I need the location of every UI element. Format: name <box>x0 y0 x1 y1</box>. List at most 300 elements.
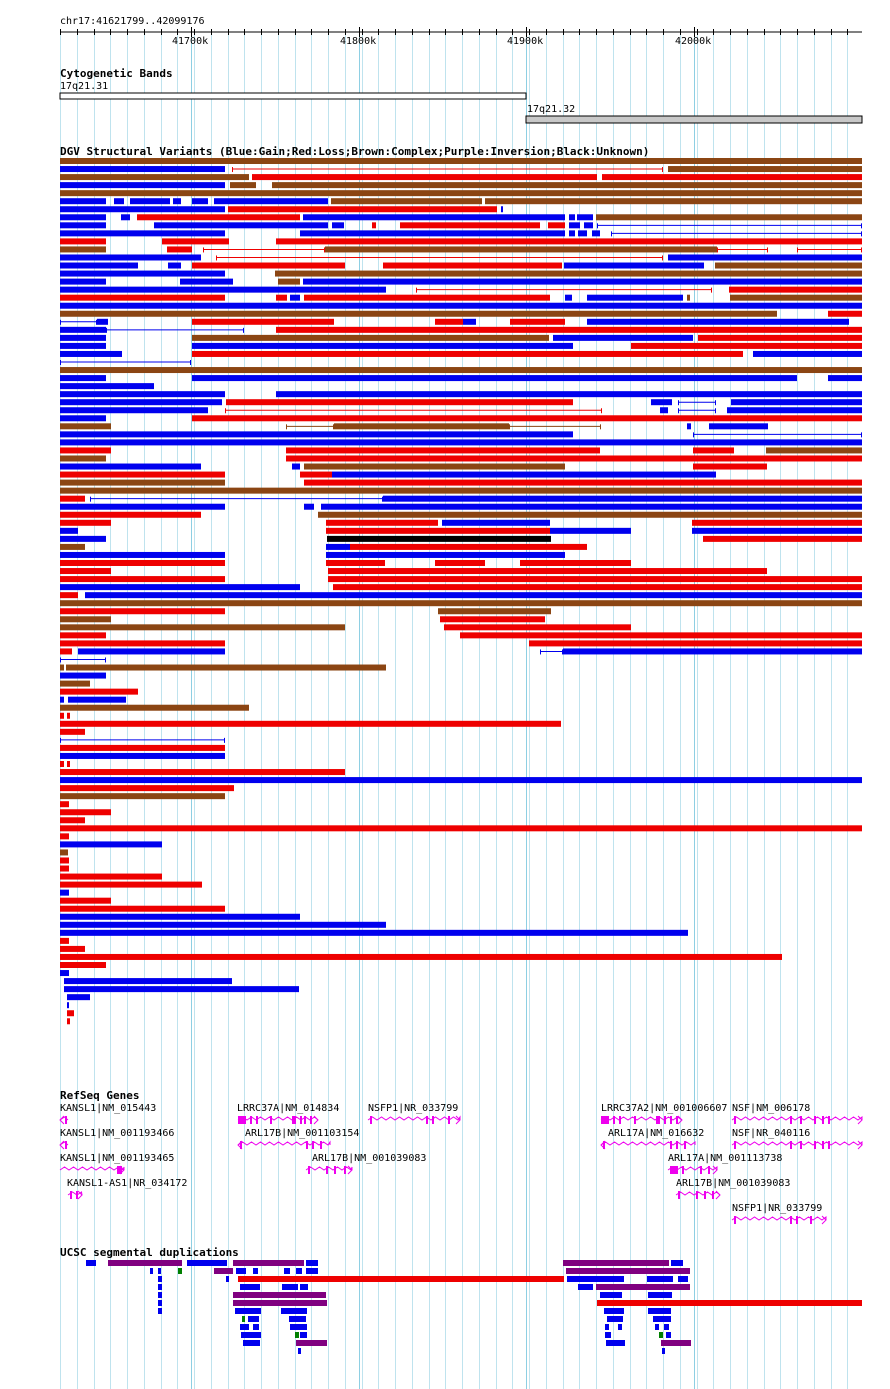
segdup-feature[interactable] <box>647 1276 673 1282</box>
sv-feature[interactable] <box>67 713 70 719</box>
sv-feature[interactable] <box>60 946 85 952</box>
sv-feature[interactable] <box>709 423 768 429</box>
sv-feature[interactable] <box>333 584 862 590</box>
sv-feature[interactable] <box>60 584 300 590</box>
sv-feature[interactable] <box>828 375 862 381</box>
segdup-feature[interactable] <box>178 1268 182 1274</box>
sv-feature[interactable] <box>60 544 85 550</box>
gene-model[interactable] <box>732 1216 826 1224</box>
sv-feature[interactable] <box>60 681 90 687</box>
sv-feature[interactable] <box>275 271 862 277</box>
sv-feature[interactable] <box>327 536 551 542</box>
sv-feature[interactable] <box>304 480 862 486</box>
sv-feature[interactable] <box>332 472 716 478</box>
sv-feature[interactable] <box>60 922 386 928</box>
segdup-feature[interactable] <box>108 1260 182 1266</box>
sv-feature[interactable] <box>766 447 862 453</box>
sv-feature[interactable] <box>214 198 328 204</box>
sv-feature[interactable] <box>60 488 862 494</box>
sv-feature[interactable] <box>192 343 573 349</box>
sv-feature[interactable] <box>60 608 225 614</box>
sv-feature[interactable] <box>192 198 208 204</box>
gene-model[interactable] <box>676 1191 720 1199</box>
sv-feature[interactable] <box>60 753 225 759</box>
sv-feature[interactable] <box>67 761 70 767</box>
sv-feature[interactable] <box>60 665 64 671</box>
segdup-feature[interactable] <box>158 1292 162 1298</box>
segdup-feature[interactable] <box>238 1276 564 1282</box>
sv-feature[interactable] <box>60 954 782 960</box>
segdup-feature[interactable] <box>648 1308 671 1314</box>
sv-feature[interactable] <box>602 174 862 180</box>
sv-feature[interactable] <box>67 1002 69 1008</box>
sv-feature[interactable] <box>548 222 565 228</box>
segdup-feature[interactable] <box>248 1316 259 1322</box>
sv-feature[interactable] <box>693 447 734 453</box>
segdup-feature[interactable] <box>607 1316 623 1322</box>
sv-feature[interactable] <box>520 560 631 566</box>
sv-feature[interactable] <box>693 464 767 470</box>
sv-feature[interactable] <box>331 198 482 204</box>
sv-feature[interactable] <box>485 198 862 204</box>
sv-feature[interactable] <box>692 520 862 526</box>
sv-feature[interactable] <box>78 648 225 654</box>
sv-feature[interactable] <box>569 230 575 236</box>
segdup-feature[interactable] <box>605 1324 609 1330</box>
gene-model[interactable] <box>60 1141 68 1149</box>
sv-feature[interactable] <box>303 214 565 220</box>
sv-feature[interactable] <box>85 592 862 598</box>
sv-feature[interactable] <box>321 504 862 510</box>
sv-feature[interactable] <box>60 705 249 711</box>
sv-feature[interactable] <box>114 198 124 204</box>
sv-feature[interactable] <box>60 568 111 574</box>
sv-feature[interactable] <box>60 809 111 815</box>
sv-feature[interactable] <box>60 970 69 976</box>
segdup-feature[interactable] <box>648 1292 672 1298</box>
sv-feature[interactable] <box>300 472 332 478</box>
segdup-feature[interactable] <box>158 1308 162 1314</box>
sv-feature[interactable] <box>286 455 862 461</box>
gene-model[interactable] <box>60 1116 68 1124</box>
sv-feature[interactable] <box>276 327 862 333</box>
segdup-feature[interactable] <box>233 1260 304 1266</box>
segdup-feature[interactable] <box>567 1276 624 1282</box>
sv-feature[interactable] <box>587 319 849 325</box>
segdup-feature[interactable] <box>240 1324 249 1330</box>
sv-feature[interactable] <box>67 1010 74 1016</box>
sv-feature[interactable] <box>325 246 717 252</box>
sv-feature[interactable] <box>60 246 106 252</box>
sv-feature[interactable] <box>372 222 376 228</box>
sv-feature[interactable] <box>173 198 181 204</box>
segdup-feature[interactable] <box>678 1276 688 1282</box>
sv-feature[interactable] <box>460 632 862 638</box>
sv-feature[interactable] <box>97 319 108 325</box>
sv-feature[interactable] <box>400 222 540 228</box>
segdup-feature[interactable] <box>306 1268 318 1274</box>
segdup-feature[interactable] <box>653 1316 671 1322</box>
segdup-feature[interactable] <box>655 1324 659 1330</box>
sv-feature[interactable] <box>60 817 85 823</box>
segdup-feature[interactable] <box>226 1276 229 1282</box>
sv-feature[interactable] <box>60 536 106 542</box>
segdup-feature[interactable] <box>242 1316 245 1322</box>
sv-feature[interactable] <box>60 238 106 244</box>
sv-feature[interactable] <box>328 576 862 582</box>
sv-feature[interactable] <box>326 552 565 558</box>
sv-feature[interactable] <box>703 536 862 542</box>
segdup-feature[interactable] <box>661 1340 691 1346</box>
gene-model[interactable] <box>668 1166 717 1174</box>
sv-feature[interactable] <box>60 632 106 638</box>
sv-feature[interactable] <box>553 335 693 341</box>
sv-feature[interactable] <box>60 785 234 791</box>
sv-feature[interactable] <box>631 343 862 349</box>
sv-feature[interactable] <box>440 616 545 622</box>
sv-feature[interactable] <box>550 528 631 534</box>
sv-feature[interactable] <box>66 665 386 671</box>
sv-feature[interactable] <box>60 777 862 783</box>
sv-feature[interactable] <box>60 898 111 904</box>
sv-feature[interactable] <box>731 399 862 405</box>
sv-feature[interactable] <box>318 512 862 518</box>
sv-feature[interactable] <box>276 238 862 244</box>
sv-feature[interactable] <box>60 689 138 695</box>
gene-model[interactable] <box>68 1191 82 1199</box>
segdup-feature[interactable] <box>605 1332 611 1338</box>
sv-feature[interactable] <box>60 327 106 333</box>
sv-feature[interactable] <box>60 616 111 622</box>
sv-feature[interactable] <box>727 407 862 413</box>
sv-feature[interactable] <box>60 335 106 341</box>
sv-feature[interactable] <box>300 230 565 236</box>
sv-feature[interactable] <box>463 319 476 325</box>
segdup-feature[interactable] <box>253 1324 259 1330</box>
sv-feature[interactable] <box>60 504 225 510</box>
segdup-feature[interactable] <box>233 1292 326 1298</box>
sv-feature[interactable] <box>272 182 862 188</box>
segdup-feature[interactable] <box>236 1268 246 1274</box>
segdup-feature[interactable] <box>281 1308 307 1314</box>
segdup-feature[interactable] <box>306 1260 318 1266</box>
sv-feature[interactable] <box>383 263 562 269</box>
sv-feature[interactable] <box>60 391 225 397</box>
sv-feature[interactable] <box>60 882 202 888</box>
sv-feature[interactable] <box>137 214 300 220</box>
sv-feature[interactable] <box>577 214 593 220</box>
sv-feature[interactable] <box>64 986 299 992</box>
sv-feature[interactable] <box>67 994 90 1000</box>
sv-feature[interactable] <box>121 214 130 220</box>
sv-feature[interactable] <box>592 230 600 236</box>
sv-feature[interactable] <box>564 263 704 269</box>
sv-feature[interactable] <box>60 841 162 847</box>
sv-feature[interactable] <box>730 295 862 301</box>
sv-feature[interactable] <box>192 263 345 269</box>
sv-feature[interactable] <box>60 833 69 839</box>
sv-feature[interactable] <box>438 608 551 614</box>
sv-feature[interactable] <box>60 343 106 349</box>
sv-feature[interactable] <box>60 673 106 679</box>
segdup-feature[interactable] <box>606 1340 625 1346</box>
sv-feature[interactable] <box>60 174 249 180</box>
sv-feature[interactable] <box>60 190 862 196</box>
segdup-feature[interactable] <box>158 1276 162 1282</box>
sv-feature[interactable] <box>60 745 225 751</box>
sv-feature[interactable] <box>192 375 797 381</box>
segdup-feature[interactable] <box>253 1268 258 1274</box>
sv-feature[interactable] <box>60 592 78 598</box>
sv-feature[interactable] <box>828 311 862 317</box>
band-17q21-31[interactable] <box>60 93 526 99</box>
sv-feature[interactable] <box>60 303 862 309</box>
sv-feature[interactable] <box>753 351 862 357</box>
sv-feature[interactable] <box>442 520 550 526</box>
sv-feature[interactable] <box>228 206 497 212</box>
gene-model[interactable] <box>601 1116 682 1124</box>
sv-feature[interactable] <box>60 222 106 228</box>
sv-feature[interactable] <box>569 222 580 228</box>
sv-feature[interactable] <box>60 938 69 944</box>
sv-feature[interactable] <box>60 576 225 582</box>
sv-feature[interactable] <box>60 906 225 912</box>
segdup-feature[interactable] <box>243 1340 260 1346</box>
sv-feature[interactable] <box>304 464 565 470</box>
sv-feature[interactable] <box>569 214 575 220</box>
gene-model[interactable] <box>238 1141 330 1149</box>
sv-feature[interactable] <box>60 367 862 373</box>
sv-feature[interactable] <box>67 1018 70 1024</box>
sv-feature[interactable] <box>168 263 181 269</box>
sv-feature[interactable] <box>192 335 549 341</box>
sv-feature[interactable] <box>60 295 225 301</box>
sv-feature[interactable] <box>192 319 334 325</box>
segdup-feature[interactable] <box>289 1316 306 1322</box>
sv-feature[interactable] <box>60 271 225 277</box>
sv-feature[interactable] <box>328 568 767 574</box>
segdup-feature[interactable] <box>284 1268 290 1274</box>
sv-feature[interactable] <box>60 552 225 558</box>
segdup-feature[interactable] <box>187 1260 227 1266</box>
sv-feature[interactable] <box>60 431 573 437</box>
segdup-feature[interactable] <box>566 1268 690 1274</box>
sv-feature[interactable] <box>510 319 565 325</box>
sv-feature[interactable] <box>60 761 64 767</box>
segdup-feature[interactable] <box>563 1260 669 1266</box>
segdup-feature[interactable] <box>600 1292 622 1298</box>
sv-feature[interactable] <box>668 166 862 172</box>
sv-feature[interactable] <box>60 375 106 381</box>
segdup-feature[interactable] <box>662 1348 665 1354</box>
sv-feature[interactable] <box>326 520 438 526</box>
sv-feature[interactable] <box>444 624 631 630</box>
sv-feature[interactable] <box>60 198 106 204</box>
segdup-feature[interactable] <box>604 1308 624 1314</box>
segdup-feature[interactable] <box>596 1284 690 1290</box>
segdup-feature[interactable] <box>664 1324 669 1330</box>
sv-feature[interactable] <box>60 279 106 285</box>
sv-feature[interactable] <box>60 769 345 775</box>
sv-feature[interactable] <box>350 544 587 550</box>
sv-feature[interactable] <box>334 423 509 429</box>
sv-feature[interactable] <box>60 383 106 389</box>
sv-feature[interactable] <box>715 263 862 269</box>
sv-feature[interactable] <box>60 263 138 269</box>
segdup-feature[interactable] <box>597 1300 862 1306</box>
segdup-feature[interactable] <box>214 1268 233 1274</box>
sv-feature[interactable] <box>60 697 64 703</box>
sv-feature[interactable] <box>192 415 862 421</box>
sv-feature[interactable] <box>60 254 201 260</box>
sv-feature[interactable] <box>60 407 208 413</box>
sv-feature[interactable] <box>304 504 314 510</box>
sv-feature[interactable] <box>60 793 225 799</box>
sv-feature[interactable] <box>130 198 170 204</box>
segdup-feature[interactable] <box>298 1348 301 1354</box>
sv-feature[interactable] <box>729 287 862 293</box>
sv-feature[interactable] <box>60 415 106 421</box>
sv-feature[interactable] <box>60 600 862 606</box>
gene-model[interactable] <box>368 1116 460 1124</box>
sv-feature[interactable] <box>60 914 300 920</box>
sv-feature[interactable] <box>596 214 862 220</box>
sv-feature[interactable] <box>692 528 862 534</box>
sv-feature[interactable] <box>383 496 862 502</box>
sv-feature[interactable] <box>60 857 69 863</box>
sv-feature[interactable] <box>565 295 572 301</box>
sv-feature[interactable] <box>60 423 111 429</box>
sv-feature[interactable] <box>60 930 688 936</box>
sv-feature[interactable] <box>180 279 233 285</box>
sv-feature[interactable] <box>60 166 225 172</box>
sv-feature[interactable] <box>332 222 344 228</box>
segdup-feature[interactable] <box>300 1332 307 1338</box>
sv-feature[interactable] <box>60 721 561 727</box>
segdup-feature[interactable] <box>296 1268 302 1274</box>
segdup-feature[interactable] <box>300 1284 308 1290</box>
sv-feature[interactable] <box>326 560 385 566</box>
sv-feature[interactable] <box>64 978 232 984</box>
sv-feature[interactable] <box>60 890 69 896</box>
segdup-feature[interactable] <box>158 1284 162 1290</box>
sv-feature[interactable] <box>698 335 862 341</box>
band-17q21-32[interactable] <box>526 116 862 123</box>
segdup-feature[interactable] <box>150 1268 153 1274</box>
segdup-feature[interactable] <box>296 1340 327 1346</box>
sv-feature[interactable] <box>60 311 777 317</box>
sv-feature[interactable] <box>435 319 463 325</box>
sv-feature[interactable] <box>326 528 550 534</box>
segdup-feature[interactable] <box>282 1284 298 1290</box>
sv-feature[interactable] <box>529 640 862 646</box>
sv-feature[interactable] <box>60 439 862 445</box>
sv-feature[interactable] <box>578 230 587 236</box>
segdup-feature[interactable] <box>666 1332 671 1338</box>
sv-feature[interactable] <box>60 496 85 502</box>
sv-feature[interactable] <box>154 222 328 228</box>
segdup-feature[interactable] <box>295 1332 299 1338</box>
sv-feature[interactable] <box>60 648 72 654</box>
sv-feature[interactable] <box>587 295 683 301</box>
sv-feature[interactable] <box>60 825 862 831</box>
sv-feature[interactable] <box>687 423 691 429</box>
sv-feature[interactable] <box>60 801 69 807</box>
sv-feature[interactable] <box>303 279 862 285</box>
sv-feature[interactable] <box>106 383 154 389</box>
sv-feature[interactable] <box>276 391 862 397</box>
sv-feature[interactable] <box>60 230 225 236</box>
sv-feature[interactable] <box>162 238 229 244</box>
sv-feature[interactable] <box>326 544 350 550</box>
sv-feature[interactable] <box>660 407 668 413</box>
segdup-feature[interactable] <box>578 1284 593 1290</box>
sv-feature[interactable] <box>668 254 862 260</box>
sv-feature[interactable] <box>60 455 106 461</box>
segdup-feature[interactable] <box>659 1332 663 1338</box>
sv-feature[interactable] <box>60 849 68 855</box>
sv-feature[interactable] <box>687 295 690 301</box>
sv-feature[interactable] <box>60 528 69 534</box>
sv-feature[interactable] <box>60 480 225 486</box>
sv-feature[interactable] <box>60 464 201 470</box>
sv-feature[interactable] <box>69 528 78 534</box>
segdup-feature[interactable] <box>86 1260 96 1266</box>
sv-feature[interactable] <box>60 182 225 188</box>
sv-feature[interactable] <box>60 866 69 872</box>
sv-feature[interactable] <box>304 295 550 301</box>
segdup-feature[interactable] <box>290 1324 307 1330</box>
sv-feature[interactable] <box>60 447 111 453</box>
sv-feature[interactable] <box>60 874 162 880</box>
sv-feature[interactable] <box>60 214 106 220</box>
sv-feature[interactable] <box>226 399 573 405</box>
sv-feature[interactable] <box>60 560 225 566</box>
segdup-feature[interactable] <box>618 1324 622 1330</box>
sv-feature[interactable] <box>167 246 192 252</box>
sv-feature[interactable] <box>60 206 225 212</box>
sv-feature[interactable] <box>286 447 600 453</box>
sv-feature[interactable] <box>60 713 64 719</box>
segdup-feature[interactable] <box>235 1308 261 1314</box>
sv-feature[interactable] <box>276 295 287 301</box>
sv-feature[interactable] <box>60 351 122 357</box>
sv-feature[interactable] <box>584 222 593 228</box>
sv-feature[interactable] <box>60 512 201 518</box>
sv-feature[interactable] <box>60 640 225 646</box>
sv-feature[interactable] <box>278 279 300 285</box>
sv-feature[interactable] <box>60 472 225 478</box>
sv-feature[interactable] <box>60 520 111 526</box>
sv-feature[interactable] <box>60 962 106 968</box>
sv-feature[interactable] <box>290 295 300 301</box>
segdup-feature[interactable] <box>158 1300 162 1306</box>
sv-feature[interactable] <box>60 729 85 735</box>
segdup-feature[interactable] <box>241 1332 261 1338</box>
sv-feature[interactable] <box>60 624 345 630</box>
sv-feature[interactable] <box>192 351 743 357</box>
gene-model[interactable] <box>60 1166 124 1174</box>
sv-feature[interactable] <box>122 697 126 703</box>
sv-feature[interactable] <box>501 206 503 212</box>
sv-feature[interactable] <box>230 182 256 188</box>
segdup-feature[interactable] <box>158 1268 161 1274</box>
sv-feature[interactable] <box>60 287 386 293</box>
sv-feature[interactable] <box>292 464 300 470</box>
sv-feature[interactable] <box>252 174 597 180</box>
segdup-feature[interactable] <box>240 1284 260 1290</box>
sv-feature[interactable] <box>651 399 672 405</box>
